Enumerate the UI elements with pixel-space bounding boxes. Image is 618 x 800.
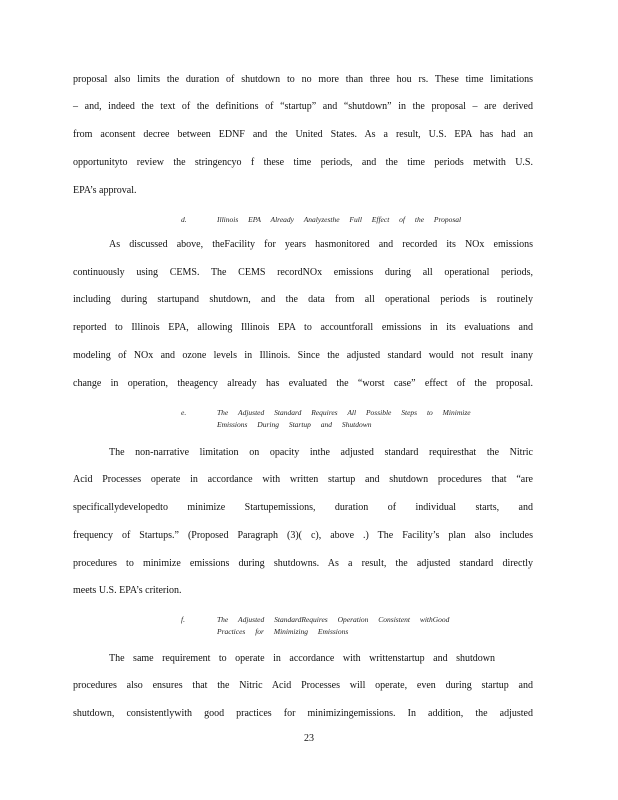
body-text-line: modeling of NOx and ozone levels in Illinois. Since the adjusted standard would not result inany [73,350,533,361]
body-text-line: shutdown, consistentlywith good practices for minimizingemissions. In addition, the adjusted [73,708,533,719]
heading-letter: f. [181,615,185,624]
heading-letter: e. [181,408,187,417]
section-heading-e [0,407,618,431]
heading-text: The Adjusted Standard Requires All Possible Steps to Minimize [217,408,471,417]
heading-text: Practices for Minimizing Emissions [217,627,349,636]
section-heading-f [0,614,618,638]
body-text-line: continuously using CEMS. The CEMS recordNOx emissions during all operational periods, [73,267,533,278]
body-text-line: procedures to minimize emissions during shutdowns. As a result, the adjusted standard directly [73,558,533,569]
body-text-line: EPA’s approval. [73,185,137,196]
body-text-line: reported to Illinois EPA, allowing Illinois EPA to accountforall emissions in its evaluations and [73,322,533,333]
body-text-line: The same requirement to operate in accordance with writtenstartup and shutdown [109,653,495,664]
heading-letter: d. [181,215,187,224]
body-text-line: meets U.S. EPA’s criterion. [73,585,182,596]
body-text-line: As discussed above, theFacility for years hasmonitored and recorded its NOx emissions [109,239,533,250]
body-text-line: procedures also ensures that the Nitric Acid Processes will operate, even during startup and [73,680,533,691]
body-text-line: specificallydevelopedto minimize Startupemissions, duration of individual starts, and [73,502,533,513]
body-text-line: from aconsent decree between EDNF and the United States. As a result, U.S. EPA has had an [73,129,533,140]
heading-text: Emissions During Startup and Shutdown [217,420,372,429]
page-number: 23 [304,733,314,744]
heading-text: Illinois EPA Already Analyzesthe Full Effect of the Proposal [217,215,462,224]
body-text-line: frequency of Startups.” (Proposed Paragraph (3)( c), above .) The Facility’s plan also includes [73,530,533,541]
body-text-line: opportunityto review the stringencyo f these time periods, and the time periods metwith U.S. [73,157,533,168]
body-text-line: The non-narrative limitation on opacity inthe adjusted standard requiresthat the Nitric [109,447,533,458]
body-text-line: – and, indeed the text of the definitions of “startup” and “shutdown” in the proposal – are derived [73,101,533,112]
section-heading-d [0,214,618,226]
body-text-line: Acid Processes operate in accordance with written startup and shutdown procedures that “are [73,474,533,485]
heading-text: The Adjusted StandardRequires Operation Consistent withGood [217,615,450,624]
body-text-line: including during startupand shutdown, and the data from all operational periods is routinely [73,294,533,305]
body-text-line: proposal also limits the duration of shutdown to no more than three hou rs. These time limitations [73,74,533,85]
body-text-line: change in operation, theagency already has evaluated the “worst case” effect of the proposal. [73,378,533,389]
